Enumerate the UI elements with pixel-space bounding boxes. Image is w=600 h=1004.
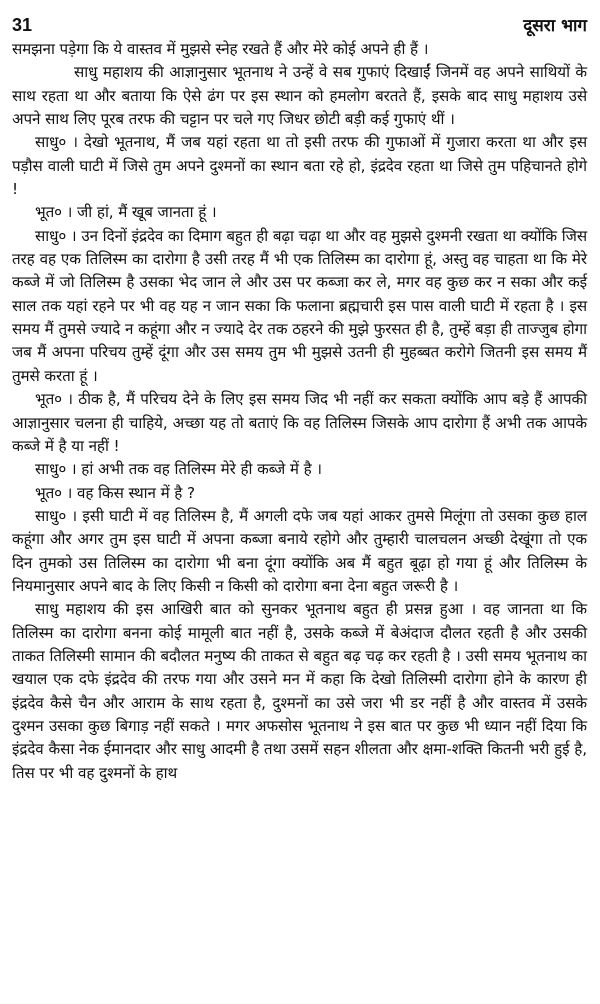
dialogue-sadhu: साधु० । इसी घाटी में वह तिलिस्म है, मैं अगली दफे जब यहां आकर तुमसे मिलूंगा तो उसका कुछ हाल कहूंगा और अगर तुम इस घाटी में अपना कब्जा बनाये रहोगे और तुम्हारी चालचलन अच्छी देखूंगा तो एक दिन तुमको उस तिलिस्म का दारोगा भी बना दूंगा क्योंकि अब मैं बहुत बूढ़ा हो गया हूं और तिलिस्म के नियमानुसार अपने बाद के लिए किसी न किसी को दारोगा बना देना बहुत जरूरी है ।	[12, 506, 587, 595]
dialogue-bhootnath: भूत० । ठीक है, मैं परिचय देने के लिए इस समय जिद भी नहीं कर सकता क्योंकि आप बड़े हैं आपकी आज्ञानुसार चलना ही चाहिये, अच्छा यह तो बताएं कि वह तिलिस्म जिसके आप दारोगा हैं अभी तक आपके कब्जे में है या नहीं !	[12, 390, 587, 455]
body-text	[12, 38, 587, 785]
page-header	[12, 12, 587, 38]
running-title: दूसरा भाग	[523, 16, 587, 36]
dialogue-bhootnath: भूत० । वह किस स्थान में है ?	[35, 483, 195, 502]
page-number: 31	[12, 15, 33, 35]
dialogue-sadhu: साधु० । देखो भूतनाथ, मैं जब यहां रहता था तो इसी तरफ की गुफाओं में गुजारा करता था और इस पड़ौस वाली घाटी में जिसे तुम अपने दुश्मनों का स्थान बता रहे हो, इंद्रदेव रहता था जिसे तुम पहिचानते होगे !	[12, 133, 587, 199]
paragraph-narration: साधु महाशय की इस आखिरी बात को सुनकर भूतनाथ बहुत ही प्रसन्न हुआ । वह जानता था कि तिलिस्म का दारोगा बनना कोई मामूली बात नहीं है, उसके कब्जे में बेअंदाज दौलत रहती है और उसकी ताकत तिलिस्मी सामान की बदौलत मनुष्य की ताकत से बहुत बढ़ चढ़ कर रहती है । उसी समय भूतनाथ का खयाल एक दफे इंद्रदेव की तरफ गया और उसने मन में कहा कि देखो तिलिस्मी दारोगा होने के कारण ही इंद्रदेव कैसे चैन और आराम के साथ रहता है, दुश्मनों का उसे जरा भी डर नहीं है और वास्तव में उसके दुश्मन उसका कुछ बिगाड़ नहीं सकते । मगर अफसोस भूतनाथ ने इस बात पर कुछ भी ध्यान नहीं दिया कि इंद्रदेव कैसा नेक ईमानदार और साधु आदमी है तथा उसमें सहन शीलता और क्षमा-शक्ति कितनी भरी हुई है, तिस पर भी वह दुश्मनों के हाथ	[12, 600, 587, 782]
dialogue-sadhu: साधु० । हां अभी तक वह तिलिस्म मेरे ही कब्जे में है ।	[35, 460, 322, 479]
paragraph-narration: साधु महाशय की आज्ञानुसार भूतनाथ ने उन्हें वे सब गुफाएं दिखाईं जिनमें वह अपने साथियों के साथ रहता था और बताया कि ऐसे ढंग पर इस स्थान को हमलोग बरतते हैं, इसके बाद साधु महाशय उसे अपने साथ लिए पूरब तरफ की चट्टान पर चले गए जिधर छोटी बड़ी कई गुफाएं थीं ।	[12, 63, 587, 129]
dialogue-sadhu: साधु० । उन दिनों इंद्रदेव का दिमाग बहुत ही बढ़ा चढ़ा था और वह मुझसे दुश्मनी रखता था क्योंकि जिस तरह वह एक तिलिस्म का दारोगा है उसी तरह मैं भी एक तिलिस्म का दारोगा हूं, अस्तु वह चाहता था कि मेरे कब्जे में जो तिलिस्म है उसका भेद जान ले और उस पर कब्जा कर ले, मगर वह कुछ कर न सका और कई साल तक यहां रहने पर भी वह यह न जान सका कि फलाना ब्रह्मचारी इस पास वाली घाटी में रहता है । इस समय मैं तुमसे ज्यादे न कहूंगा और न ज्यादे देर तक ठहरने की मुझे फुरसत ही है, तुम्हें बड़ा ही ताज्जुब होगा जब मैं अपना परिचय तुम्हें दूंगा और उस समय तुम भी मुझसे उतनी ही मुहब्बत करोगे जितनी इस समय मैं तुमसे करता हूं ।	[12, 226, 587, 385]
paragraph-continuation: समझना पड़ेगा कि ये वास्तव में मुझसे स्नेह रखते हैं और मेरे कोई अपने ही हैं ।	[12, 40, 429, 58]
dialogue-bhootnath: भूत० । जी हां, मैं खूब जानता हूं ।	[35, 203, 217, 222]
